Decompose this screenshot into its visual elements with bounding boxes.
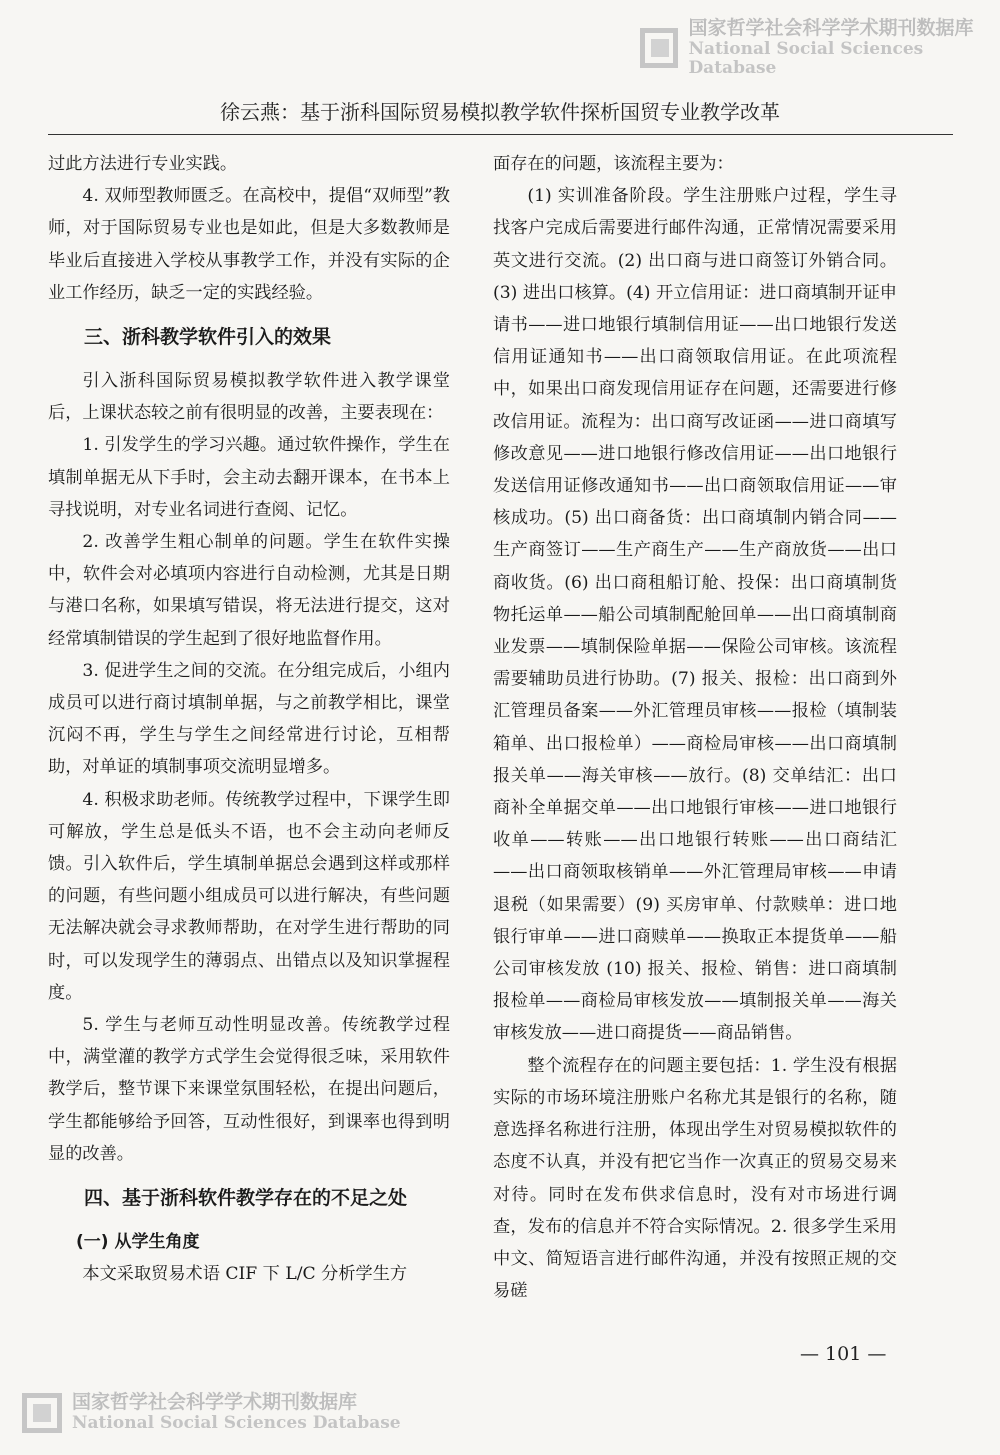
paragraph: 3. 促进学生之间的交流。在分组完成后，小组内成员可以进行商讨填制单据，与之前教学相比，课堂沉闷不再，学生与学生之间经常进行讨论，互相帮助，对单证的填制事项交流明显增多。 (48, 660, 450, 778)
paragraph: 本文采取贸易术语 CIF 下 L/C 分析学生方 (82, 1264, 408, 1285)
watermark-en: National Social Sciences Database (72, 1412, 401, 1433)
paragraph: 4. 双师型教师匮乏。在高校中，提倡“双师型”教师，对于国际贸易专业也是如此，但是大多数教师是毕业后直接进入学校从事教学工作，并没有实际的企业工作经历，缺乏一定的实践经验。 (48, 186, 450, 303)
watermark-top (640, 18, 1000, 79)
watermark-cn: 国家哲学社会科学学术期刊数据库 (688, 17, 974, 39)
watermark-en: National Social Sciences Database (688, 38, 924, 79)
paragraph: 5. 学生与老师互动性明显改善。传统教学过程中，满堂灌的教学方式学生会觉得很乏味，采用软件教学后，整节课下来课堂氛围轻松，在提出问题后，学生都能够给予回答，互动性很好，到课率也得到明显的改善。 (48, 1015, 450, 1164)
paragraph: 面存在的问题，该流程主要为： (493, 154, 734, 174)
paragraph: 2. 改善学生粗心制单的问题。学生在软件实操中，软件会对必填项内容进行自动检测，尤其是日期与港口名称，如果填写错误，将无法进行提交，这对经常填制错误的学生起到了很好地监督作用。 (48, 532, 450, 649)
paragraph: 4. 积极求助老师。传统教学过程中，下课学生即可解放，学生总是低头不语，也不会主动向老师反馈。引入软件后，学生填制单据总会遇到这样或那样的问题，有些问题小组成员可以进行解决，有些问题无法解决就会寻求教师帮助，在对学生进行帮助的同时，可以发现学生的薄弱点、出错点以及知识掌握程度。 (48, 789, 450, 1003)
subsection-heading: (一) 从学生角度 (76, 1232, 200, 1253)
database-logo-icon (22, 1393, 62, 1433)
paragraph: (1) 实训准备阶段。学生注册账户过程，学生寻找客户完成后需要进行邮件沟通，正常情况需要采用英文进行交流。(2) 出口商与进口商签订外销合同。(3) 进出口核算。(4) 开立信用证：进口商填制开证申请书——进口地银行填制信用证——出口地银行发送信用证通知书——出口商领取信用证。在此项流程中，如果出口商发现信用证存在问题，还需要进行修改信用证。流程为：出口商写改证函——进口商填写修改意见——进口地银行修改信用证——出口地银行发送信用证修改通知书——出口商领取信用证——审核成功。(5) 出口商备货：出口商填制内销合同——生产商签订——生产商生产——生产商放货——出口商收货。(6) 出口商租船订舱、投保：出口商填制货物托运单——船公司填制配舱回单——出口商填制商业发票——填制保险单据——保险公司审核。该流程需要辅助员进行协助。(7) 报关、报检：出口商到外汇管理员备案——外汇管理员审核——报检（填制装箱单、出口报检单）——商检局审核——出口商填制报关单——海关审核——放行。(8) 交单结汇：出口商补全单据交单——出口地银行审核——进口地银行收单——转账——出口地银行转账——出口商结汇——出口商领取核销单——外汇管理局审核——申请退税（如果需要）(9) 买房审单、付款赎单：进口地银行审单——进口商赎单——换取正本提货单——船公司审核发放 (10) 报关、报检、销售：进口商填制报检单——商检局审核发放——填制报关单——海关审核发放——进口商提货——商品销售。 (493, 186, 897, 1044)
watermark-cn: 国家哲学社会科学学术期刊数据库 (72, 1391, 358, 1413)
paragraph: 引入浙科国际贸易模拟教学软件进入教学课堂后，上课状态较之前有很明显的改善，主要表现在： (48, 371, 450, 424)
watermark-bottom (22, 1392, 401, 1433)
database-logo-icon (640, 28, 678, 68)
paragraph: 整个流程存在的问题主要包括：1. 学生没有根据实际的市场环境注册账户名称尤其是银行的名称，随意选择名称进行注册，体现出学生对贸易模拟软件的态度不认真，并没有把它当作一次真正的贸易交易来对待。同时在发布供求信息时，没有对市场进行调查，发布的信息并不符合实际情况。2. 很多学生采用中文、简短语言进行邮件沟通，并没有按照正规的交易磋 (493, 1055, 897, 1302)
section-heading: 三、浙科教学软件引入的效果 (84, 326, 332, 349)
running-head: 徐云燕：基于浙科国际贸易模拟教学软件探析国贸专业教学改革 (220, 100, 780, 124)
left-column (48, 148, 450, 1290)
paragraph: 过此方法进行专业实践。 (48, 154, 238, 174)
right-column (493, 148, 897, 1307)
header-rule (48, 134, 953, 135)
page-number: — 101 — (800, 1343, 887, 1365)
section-heading: 四、基于浙科软件教学存在的不足之处 (84, 1187, 408, 1210)
paragraph: 1. 引发学生的学习兴趣。通过软件操作，学生在填制单据无从下手时，会主动去翻开课本，在书本上寻找说明，对专业名词进行查阅、记忆。 (48, 435, 450, 520)
